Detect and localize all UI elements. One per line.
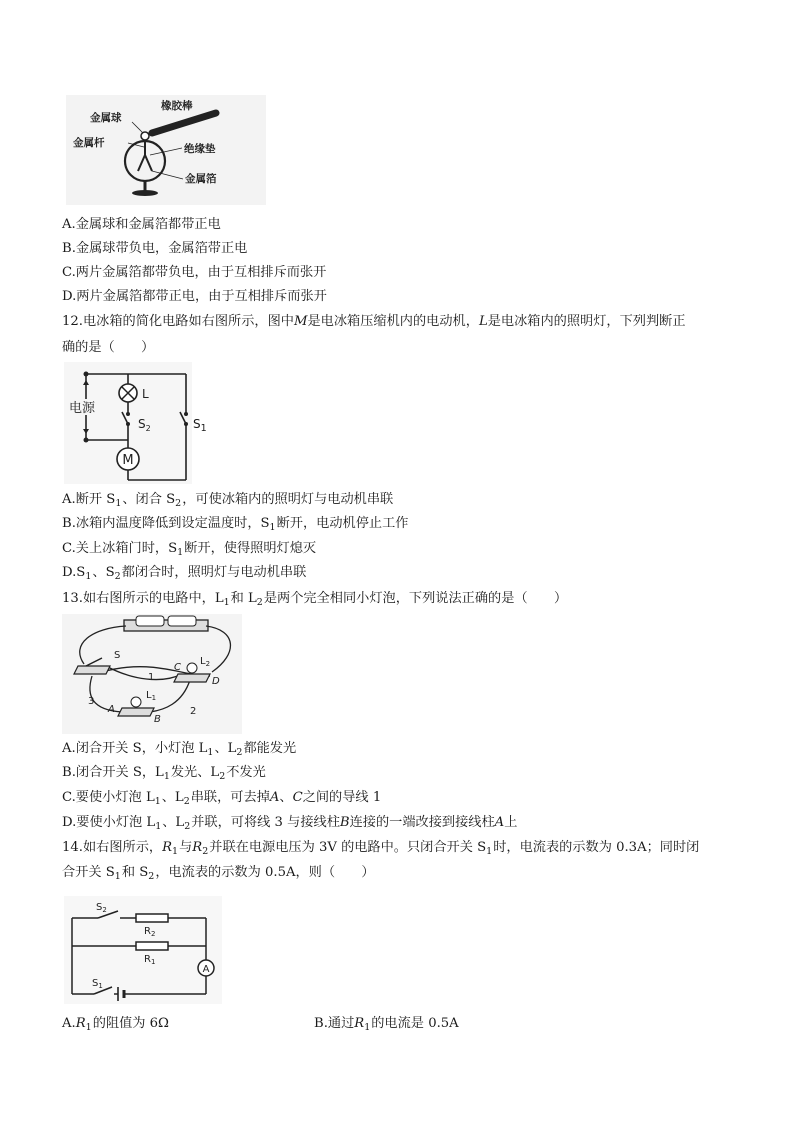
parallel-circuit-figure [64,896,222,1004]
resistor-r1 [136,942,168,950]
bulb-circuit-figure [62,614,242,734]
q13-option-b: B.闭合开关 S，$L_1$发光、$L_2$不发光 [62,765,266,782]
fridge-s1-label: $S_1$ [193,417,207,434]
q12-stem-line1: 12.电冰箱的简化电路如右图所示，图中M是电冰箱压缩机内的电动机，L是电冰箱内的照明灯，下列判断正 [62,314,686,329]
ammeter-label: A [202,964,210,975]
terminal-b-label: B [154,714,161,725]
s2-label: $S_2$ [138,417,151,433]
label-metal-foil: 金属箔 [185,173,217,185]
wire-1-label: 1 [148,672,155,683]
q12-option-a: A.断开 $S_1$、闭合 $S_2$，可使冰箱内的照明灯与电动机串联 [62,492,394,509]
q14-option-a: $A.R_1$的阻值为 6Ω [62,1016,169,1033]
q13-stem: 13.如右图所示的电路中，$L_1$和 $L_2$是两个完全相同小灯泡，下列说法正确的是（ ） [62,591,568,608]
q12-option-d: $D.S_1$、$S_2$都闭合时，照明灯与电动机串联 [62,565,307,582]
label-metal-ball: 金属球 [90,112,122,124]
source-label: 电源 [69,401,96,416]
wire-3-label: 3 [88,696,95,707]
lamp-label: L [142,387,149,401]
lamp-l2-label: $L_2$ [200,656,211,668]
q11-option-a: A.金属球和金属箔都带正电 [62,217,221,232]
s2-label: $S_2$ [96,902,107,914]
q14-stem-line2: 合开关 $S_1$和 $S_2$，电流表的示数为 0.5A，则（ ） [62,865,375,882]
q11-option-c: C.两片金属箔都带负电，由于互相排斥而张开 [62,265,327,280]
terminal-c-label: C [174,662,181,673]
q13-option-a: A.闭合开关 S，小灯泡 $L_1$、$L_2$都能发光 [62,741,297,758]
q12-option-c: C.关上冰箱门时，$S_1$断开，使得照明灯熄灭 [62,541,317,558]
q13-option-c: C.要使小灯泡 $L_1$、$L_2$串联，可去掉A、C之间的导线 1 [62,790,382,807]
fridge-circuit-figure [64,362,192,484]
terminal-a-label: A [108,704,115,715]
motor-label: M [122,453,134,468]
metal-ball [141,132,149,140]
lamp-l1-label: $L_1$ [146,690,157,702]
q14-option-b: B.通过$R_1$的电流是 0.5A [314,1016,459,1033]
switch-s-label: S [114,650,121,661]
q13-option-d: D.要使小灯泡 $L_1$、$L_2$并联，可将线 3 与接线柱B连接的一端改接到接线柱A上 [62,815,518,832]
label-metal-rod: 金属杆 [73,137,105,149]
s1-label: $S_1$ [92,978,103,990]
q11-option-d: D.两片金属箔都带正电，由于互相排斥而张开 [62,289,327,304]
q12-option-b: B.冰箱内温度降低到设定温度时，$S_1$断开，电动机停止工作 [62,516,409,533]
q14-stem-line1: 14.如右图所示，$R_1$与$R_2$并联在电源电压为 3V 的电路中。只闭合开关 $S_1$时，电流表的示数为 0.3A；同时闭 [62,840,700,857]
q12-stem-line2: 确的是（ ） [62,340,155,355]
label-insulating-pad: 绝缘垫 [184,143,216,155]
label-rubber-rod: 橡胶棒 [161,100,193,112]
terminal-d-label: D [212,676,220,687]
q11-option-b: B.金属球带负电，金属箔带正电 [62,241,248,256]
wire-2-label: 2 [190,706,197,717]
electroscope-figure [66,95,266,205]
r2-label: $R_2$ [144,926,156,938]
r1-label: $R_1$ [144,954,156,966]
resistor-r2 [136,914,168,922]
